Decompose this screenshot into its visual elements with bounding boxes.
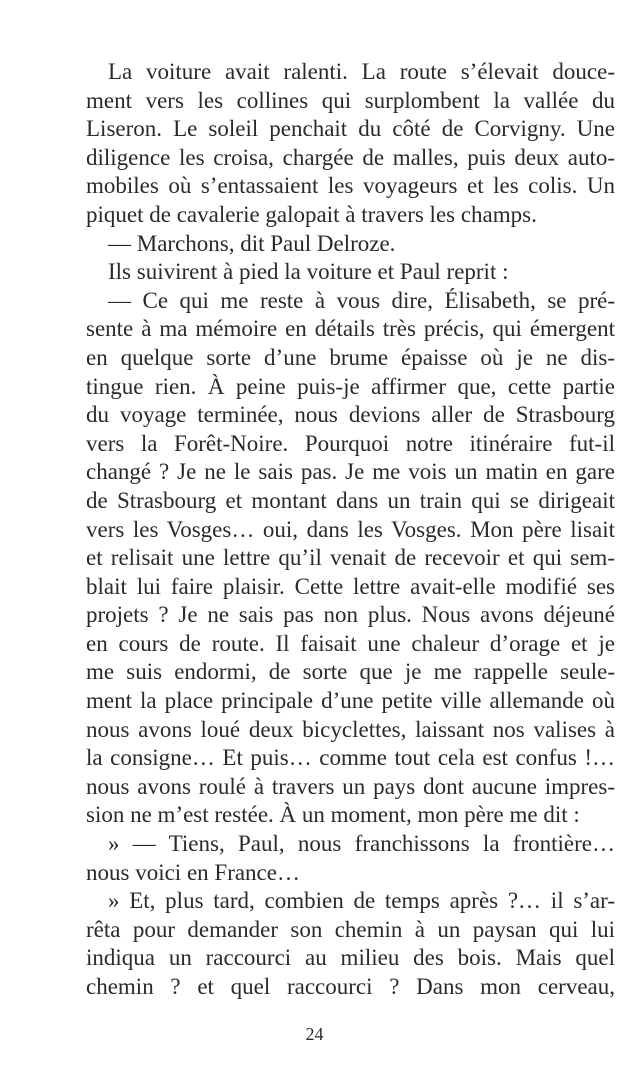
text-line: nous avons loué deux bicyclettes, laissant nos valises à <box>86 716 615 742</box>
text-line: en quelque sorte d’une brume épaisse où je ne dis- <box>86 344 615 370</box>
text-line: du voyage terminée, nous devions aller de Strasbourg <box>86 402 615 428</box>
text-line: chemin ? et quel raccourci ? Dans mon cerveau, <box>86 974 615 999</box>
page-number: 24 <box>305 1024 324 1044</box>
text-line: changé ? Je ne le sais pas. Je me vois un matin en gare <box>86 459 615 485</box>
text-line: la consigne… Et puis… comme tout cela est confus !… <box>86 745 615 771</box>
text-line: diligence les croisa, chargée de malles, puis deux auto- <box>86 144 615 170</box>
text-line: tingue rien. À peine puis-je affirmer que, cette partie <box>86 373 615 399</box>
text-line: sion ne m’est restée. À un moment, mon père me dit : <box>86 802 580 828</box>
text-line: — Ce qui me reste à vous dire, Élisabeth, se pré- <box>108 287 615 313</box>
text-line: et relisait une lettre qu’il venait de recevoir et qui sem- <box>86 545 615 571</box>
text-line: nous avons roulé à travers un pays dont aucune impres- <box>86 773 615 799</box>
text-line: ment vers les collines qui surplombent la vallée du <box>86 87 615 113</box>
text-line: sente à ma mémoire en détails très précis, qui émergent <box>86 316 615 342</box>
text-line: mobiles où s’entassaient les voyageurs et les colis. Un <box>86 173 615 199</box>
text-line: nous voici en France… <box>86 859 300 885</box>
text-line: — Marchons, dit Paul Delroze. <box>108 230 396 256</box>
text-line: de Strasbourg et montant dans un train qui se dirigeait <box>86 487 615 513</box>
text-line: piquet de cavalerie galopait à travers les champs. <box>86 201 537 227</box>
text-line: Ils suivirent à pied la voiture et Paul reprit : <box>108 259 509 285</box>
text-line: La voiture avait ralenti. La route s’élevait douce- <box>108 59 615 84</box>
text-line: blait lui faire plaisir. Cette lettre avait-elle modifié ses <box>86 573 615 599</box>
body-text <box>86 58 615 1002</box>
text-line: me suis endormi, de sorte que je me rappelle seule- <box>86 659 615 685</box>
text-line: vers la Forêt-Noire. Pourquoi notre itinéraire fut-il <box>86 430 615 456</box>
text-line: indiqua un raccourci au milieu des bois. Mais quel <box>86 945 615 971</box>
text-line: » — Tiens, Paul, nous franchissons la frontière… <box>108 831 615 857</box>
text-line: en cours de route. Il faisait une chaleur d’orage et je <box>86 630 615 656</box>
text-line: » Et, plus tard, combien de temps après ?… il s’ar- <box>108 888 615 914</box>
text-line: rêta pour demander son chemin à un paysan qui lui <box>86 916 615 942</box>
text-line: vers les Vosges… oui, dans les Vosges. Mon père lisait <box>86 516 615 542</box>
text-line: ment la place principale d’une petite ville allemande où <box>86 688 615 714</box>
text-line: Liseron. Le soleil penchait du côté de Corvigny. Une <box>86 116 615 142</box>
text-line: projets ? Je ne sais pas non plus. Nous avons déjeuné <box>86 602 615 628</box>
